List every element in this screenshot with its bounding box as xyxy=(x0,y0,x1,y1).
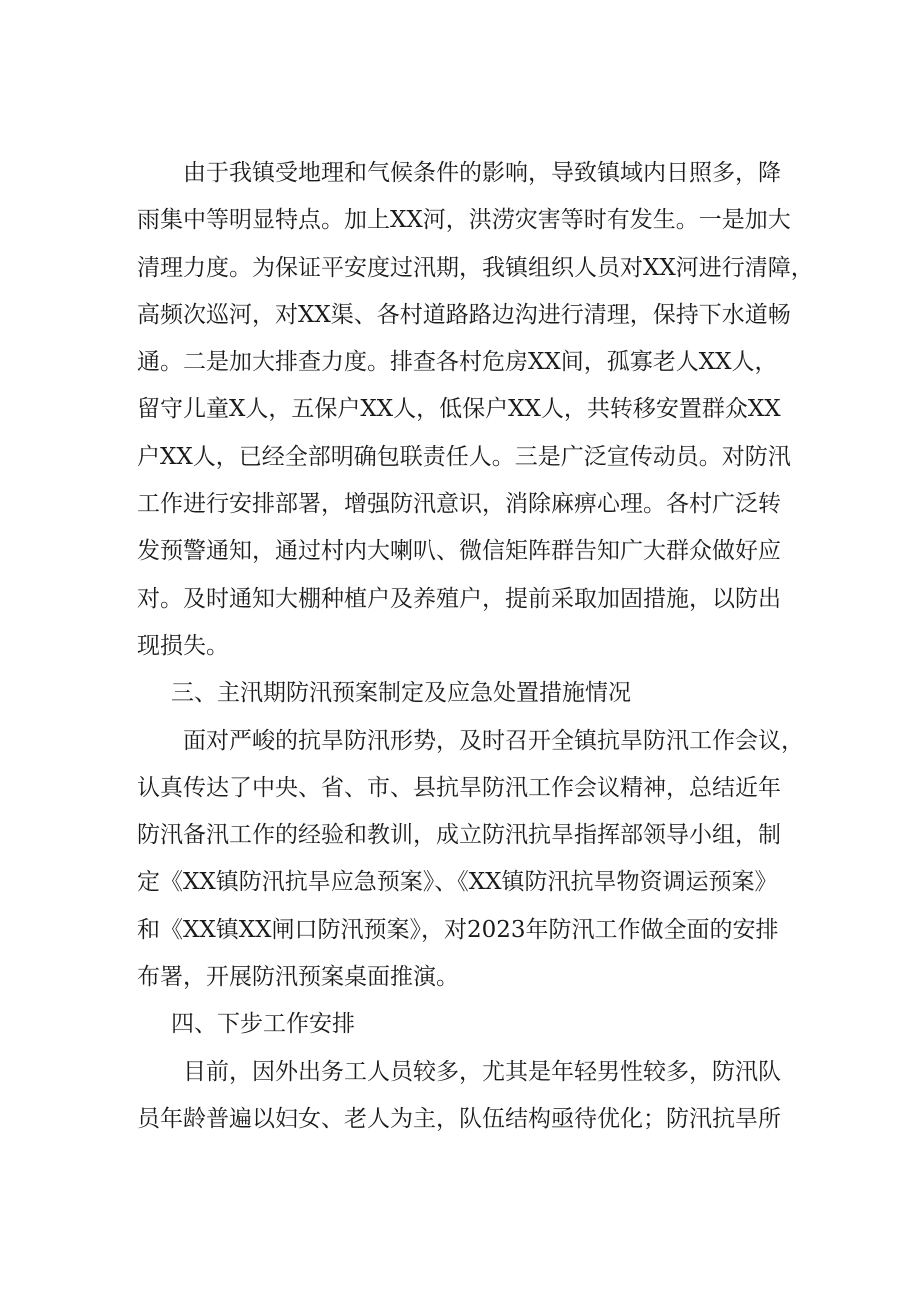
paragraph-line: 定《XX镇防汛抗旱应急预案》、《XX镇防汛抗旱物资调运预案》 xyxy=(137,869,778,896)
paragraph-line: 现损失。 xyxy=(137,632,229,659)
paragraph-line: 户XX人，已经全部明确包联责任人。三是广泛宣传动员。对防汛 xyxy=(137,443,791,470)
paragraph-line: 认真传达了中央、省、市、县抗旱防汛工作会议精神，总结近年 xyxy=(137,774,781,801)
paragraph-line: 目前，因外出务工人员较多，尤其是年轻男性较多，防汛队 xyxy=(183,1058,781,1085)
paragraph-line: 和《XX镇XX闸口防汛预案》，对2023年防汛工作做全面的安排 xyxy=(137,916,779,943)
paragraph-line: 面对严峻的抗旱防汛形势，及时召开全镇抗旱防汛工作会议， xyxy=(183,727,804,754)
paragraph-line: 对。及时通知大棚种植户及养殖户，提前采取加固措施，以防出 xyxy=(137,585,781,612)
paragraph-line: 通。二是加大排查力度。排查各村危房XX间，孤寡老人XX人， xyxy=(137,349,778,376)
paragraph-line: 由于我镇受地理和气候条件的影响，导致镇域内日照多，降 xyxy=(183,160,781,186)
paragraph-line: 雨集中等明显特点。加上XX河，洪涝灾害等时有发生。一是加大 xyxy=(137,207,791,234)
section-heading-four: 四、下步工作安排 xyxy=(171,1011,355,1038)
section-heading-three: 三、主汛期防汛预案制定及应急处置措施情况 xyxy=(171,680,631,707)
paragraph-line: 高频次巡河，对XX渠、各村道路路边沟进行清理，保持下水道畅 xyxy=(137,301,791,328)
paragraph-line: 清理力度。为保证平安度过汛期，我镇组织人员对XX河进行清障， xyxy=(137,254,814,281)
paragraph-line: 留守儿童X人，五保户XX人，低保户XX人，共转移安置群众XX xyxy=(137,396,781,423)
paragraph-line: 发预警通知，通过村内大喇叭、微信矩阵群告知广大群众做好应 xyxy=(137,538,781,565)
document-body xyxy=(137,150,814,1143)
paragraph-line: 布署，开展防汛预案桌面推演。 xyxy=(137,964,459,991)
paragraph-line: 员年龄普遍以妇女、老人为主，队伍结构亟待优化；防汛抗旱所 xyxy=(137,1105,781,1132)
paragraph-line: 防汛备汛工作的经验和教训，成立防汛抗旱指挥部领导小组，制 xyxy=(137,822,781,849)
paragraph-line: 工作进行安排部署，增强防汛意识，消除麻痹心理。各村广泛转 xyxy=(137,491,781,518)
